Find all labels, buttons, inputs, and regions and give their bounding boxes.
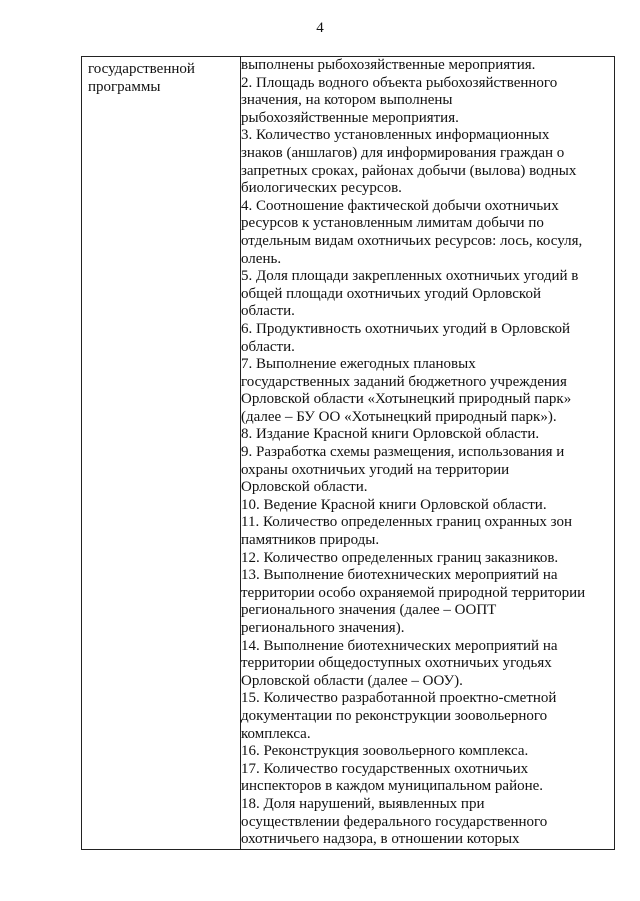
right-cell xyxy=(241,57,615,850)
paragraph: выполнены рыбохозяйственные мероприятия. xyxy=(241,57,536,73)
paragraph: 3. Количество установленных информационных знаков (аншлагов) для информирования граждан о запретных сроках, районах добычи (вылова) водных биологических ресурсов. xyxy=(241,127,577,197)
paragraph: 9. Разработка схемы размещения, использования и охраны охотничьих угодий на территории Орловской области. xyxy=(241,444,565,496)
paragraph: 7. Выполнение ежегодных плановых государственных заданий бюджетного учреждения Орловской области «Хотынецкий природный парк» (далее – БУ ОО «Хотынецкий природный парк»). xyxy=(241,356,572,425)
left-cell xyxy=(82,57,241,850)
paragraph: 5. Доля площади закрепленных охотничьих угодий в общей площади охотничьих угодий Орловской области. xyxy=(241,268,579,320)
table-row xyxy=(82,57,615,850)
paragraph: 14. Выполнение биотехнических мероприятий на территории общедоступных охотничьих угодьях Орловской области (далее – ООУ). xyxy=(241,637,558,689)
page-number: 4 xyxy=(316,20,324,36)
paragraph: 11. Количество определенных границ охранных зон памятников природы. xyxy=(241,514,573,549)
paragraph: 4. Соотношение фактической добычи охотничьих ресурсов к установленным лимитам добычи по отдельным видам охотничьих ресурсов: лось, косуля, олень. xyxy=(241,197,583,267)
paragraph: 6. Продуктивность охотничьих угодий в Орловской области. xyxy=(241,320,571,355)
paragraph: 15. Количество разработанной проектно-сметной документации по реконструкции зоовольерного комплекса. xyxy=(241,690,557,742)
left-cell-text: государственной программы xyxy=(88,61,195,95)
paragraph: 2. Площадь водного объекта рыбохозяйственного значения, на котором выполнены рыбохозяйственные мероприятия. xyxy=(241,74,558,126)
paragraph: 8. Издание Красной книги Орловской области. xyxy=(241,426,540,443)
paragraph: 16. Реконструкция зоовольерного комплекса. xyxy=(241,743,529,760)
paragraph: 18. Доля нарушений, выявленных при осуществлении федерального государственного охотничьего надзора, в отношении которых xyxy=(241,795,548,848)
paragraph: 10. Ведение Красной книги Орловской области. xyxy=(241,496,547,513)
paragraph: 12. Количество определенных границ заказников. xyxy=(241,549,559,566)
paragraph: 13. Выполнение биотехнических мероприятий на территории особо охраняемой природной территории регионального значения (далее – ООПТ регионального значения). xyxy=(241,567,586,636)
program-table xyxy=(81,56,615,850)
paragraph: 17. Количество государственных охотничьих инспекторов в каждом муниципальном районе. xyxy=(241,760,544,795)
